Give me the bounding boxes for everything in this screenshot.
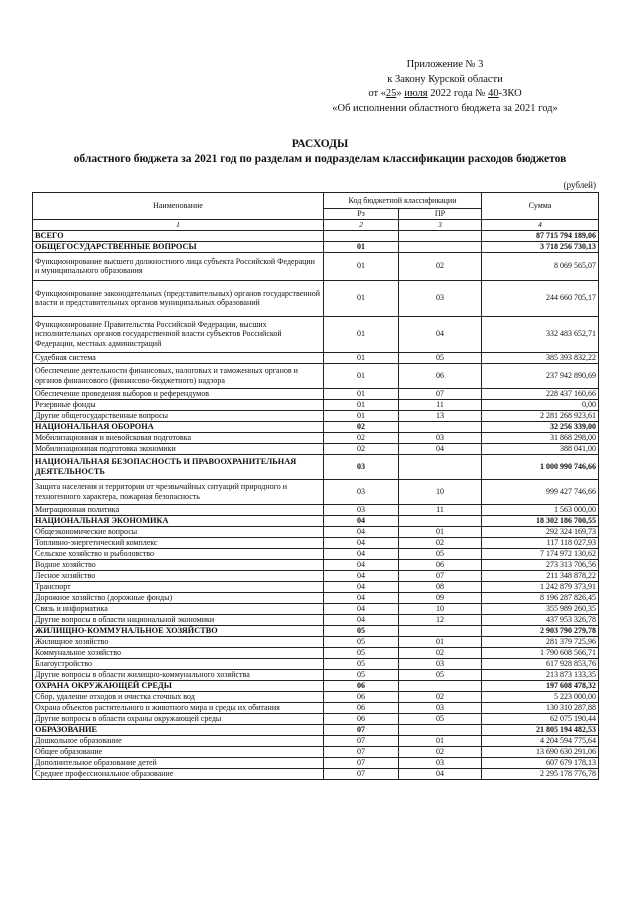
row-sum: 2 903 790 279,78 — [482, 625, 599, 636]
row-pr — [399, 230, 482, 241]
row-name: Мобилизационная подготовка экономики — [33, 443, 324, 454]
row-name: Обеспечение проведения выборов и референдумов — [33, 388, 324, 399]
row-sum: 117 118 027,93 — [482, 537, 599, 548]
row-name: Сбор, удаление отходов и очистка сточных вод — [33, 691, 324, 702]
table-row — [33, 592, 599, 603]
table-row — [33, 669, 599, 680]
row-pr: 06 — [399, 559, 482, 570]
row-rz: 06 — [324, 713, 399, 724]
appendix-line-3 — [300, 87, 590, 102]
row-pr: 01 — [399, 526, 482, 537]
table-row — [33, 241, 599, 252]
row-pr: 01 — [399, 735, 482, 746]
header-code-group: Код бюджетной классификации — [324, 193, 482, 209]
row-name: Другие вопросы в области национальной экономики — [33, 614, 324, 625]
row-rz: 03 — [324, 504, 399, 515]
table-row — [33, 432, 599, 443]
row-sum: 385 393 832,22 — [482, 352, 599, 363]
row-sum: 244 660 705,17 — [482, 280, 599, 316]
row-name: Судебная система — [33, 352, 324, 363]
row-rz: 04 — [324, 548, 399, 559]
row-pr: 09 — [399, 592, 482, 603]
row-pr: 05 — [399, 548, 482, 559]
row-rz: 05 — [324, 658, 399, 669]
row-sum: 5 223 000,00 — [482, 691, 599, 702]
row-name: Защита населения и территории от чрезвычайных ситуаций природного и техногенного характера, пожарная безопасность — [33, 479, 324, 504]
row-rz: 05 — [324, 647, 399, 658]
row-sum: 617 928 853,76 — [482, 658, 599, 669]
row-pr: 10 — [399, 479, 482, 504]
row-name: Транспорт — [33, 581, 324, 592]
appendix-line-1: Приложение № 3 — [406, 59, 484, 70]
row-rz: 04 — [324, 515, 399, 526]
table-row — [33, 625, 599, 636]
row-rz: 04 — [324, 526, 399, 537]
row-rz: 07 — [324, 724, 399, 735]
row-sum: 2 295 178 776,78 — [482, 768, 599, 779]
row-name: Водное хозяйство — [33, 559, 324, 570]
row-pr: 05 — [399, 352, 482, 363]
row-rz: 03 — [324, 454, 399, 479]
row-pr: 01 — [399, 636, 482, 647]
row-rz: 05 — [324, 636, 399, 647]
table-row — [33, 570, 599, 581]
row-name: ЖИЛИЩНО-КОММУНАЛЬНОЕ ХОЗЯЙСТВО — [33, 625, 324, 636]
row-sum: 237 942 890,69 — [482, 363, 599, 388]
table-row — [33, 399, 599, 410]
document-title — [30, 137, 610, 167]
row-sum: 292 324 169,73 — [482, 526, 599, 537]
row-pr — [399, 724, 482, 735]
table-row — [33, 252, 599, 280]
table-row — [33, 680, 599, 691]
table-row — [33, 702, 599, 713]
row-sum: 21 805 194 482,53 — [482, 724, 599, 735]
column-number: 4 — [482, 220, 599, 231]
row-sum: 1 000 990 746,66 — [482, 454, 599, 479]
appendix-line-4: «Об исполнении областного бюджета за 2021 год» — [332, 102, 558, 114]
table-row — [33, 443, 599, 454]
column-number: 3 — [399, 220, 482, 231]
row-name: Коммунальное хозяйство — [33, 647, 324, 658]
appendix-date-prefix: от « — [368, 88, 386, 99]
appendix-law-suffix: -ЗКО — [498, 88, 522, 99]
row-pr: 10 — [399, 603, 482, 614]
table-row — [33, 581, 599, 592]
row-pr: 03 — [399, 280, 482, 316]
row-pr: 13 — [399, 410, 482, 421]
row-name: Миграционная политика — [33, 504, 324, 515]
row-sum: 3 718 256 730,13 — [482, 241, 599, 252]
table-row — [33, 614, 599, 625]
row-rz — [324, 230, 399, 241]
row-rz: 01 — [324, 363, 399, 388]
row-sum: 18 302 186 700,55 — [482, 515, 599, 526]
row-pr: 04 — [399, 768, 482, 779]
table-row — [33, 479, 599, 504]
row-rz: 01 — [324, 241, 399, 252]
column-number: 2 — [324, 220, 399, 231]
row-pr: 12 — [399, 614, 482, 625]
row-pr: 06 — [399, 363, 482, 388]
row-sum: 332 483 652,71 — [482, 316, 599, 352]
expenses-table — [32, 192, 599, 780]
row-rz: 01 — [324, 388, 399, 399]
row-rz: 04 — [324, 592, 399, 603]
row-rz: 07 — [324, 757, 399, 768]
row-pr — [399, 515, 482, 526]
row-name: Топливно-энергетический комплекс — [33, 537, 324, 548]
row-sum: 281 379 725,96 — [482, 636, 599, 647]
table-row — [33, 537, 599, 548]
row-rz: 05 — [324, 625, 399, 636]
row-name: НАЦИОНАЛЬНАЯ БЕЗОПАСНОСТЬ И ПРАВООХРАНИТЕЛЬНАЯ ДЕЯТЕЛЬНОСТЬ — [33, 454, 324, 479]
table-row — [33, 504, 599, 515]
table-row — [33, 713, 599, 724]
table-row — [33, 316, 599, 352]
header-name: Наименование — [33, 193, 324, 220]
table-row — [33, 636, 599, 647]
row-rz: 07 — [324, 735, 399, 746]
row-sum: 1 242 879 373,91 — [482, 581, 599, 592]
row-name: ОБЩЕГОСУДАРСТВЕННЫЕ ВОПРОСЫ — [33, 241, 324, 252]
row-name: Обеспечение деятельности финансовых, налоговых и таможенных органов и органов финансового (финансово-бюджетного) надзора — [33, 363, 324, 388]
row-rz: 02 — [324, 432, 399, 443]
row-name: ВСЕГО — [33, 230, 324, 241]
row-rz: 04 — [324, 570, 399, 581]
table-row — [33, 454, 599, 479]
appendix-day: 25 — [385, 88, 397, 99]
row-pr: 03 — [399, 432, 482, 443]
table-row — [33, 658, 599, 669]
row-rz: 06 — [324, 691, 399, 702]
row-sum: 273 313 706,56 — [482, 559, 599, 570]
row-pr: 02 — [399, 746, 482, 757]
table-row — [33, 746, 599, 757]
row-name: НАЦИОНАЛЬНАЯ ОБОРОНА — [33, 421, 324, 432]
row-pr: 05 — [399, 713, 482, 724]
appendix-header — [300, 58, 590, 116]
row-rz: 04 — [324, 603, 399, 614]
row-rz: 06 — [324, 680, 399, 691]
row-pr: 04 — [399, 443, 482, 454]
row-pr: 03 — [399, 757, 482, 768]
row-sum: 211 348 878,22 — [482, 570, 599, 581]
appendix-line-2: к Закону Курской области — [387, 73, 503, 85]
header-rz: Рз — [324, 209, 399, 220]
table-row — [33, 724, 599, 735]
row-name: Мобилизационная и вневойсковая подготовка — [33, 432, 324, 443]
row-rz: 04 — [324, 537, 399, 548]
row-sum: 197 608 478,32 — [482, 680, 599, 691]
appendix-month: июля — [404, 88, 428, 99]
row-name: Другие вопросы в области охраны окружающей среды — [33, 713, 324, 724]
row-sum: 388 041,00 — [482, 443, 599, 454]
row-name: Функционирование высшего должностного лица субъекта Российской Федерации и муниципального образования — [33, 252, 324, 280]
units-label: (рублей) — [563, 180, 596, 190]
row-name: Резервные фонды — [33, 399, 324, 410]
row-rz: 01 — [324, 352, 399, 363]
row-name: Благоустройство — [33, 658, 324, 669]
row-pr: 05 — [399, 669, 482, 680]
row-pr: 02 — [399, 537, 482, 548]
row-name: Другие вопросы в области жилищно-коммунального хозяйства — [33, 669, 324, 680]
table-row — [33, 757, 599, 768]
row-pr: 02 — [399, 252, 482, 280]
title-subtitle: областного бюджета за 2021 год по разделам и подразделам классификации расходов бюджетов — [73, 153, 567, 165]
row-sum: 999 427 746,66 — [482, 479, 599, 504]
table-row — [33, 735, 599, 746]
row-sum: 4 204 594 775,64 — [482, 735, 599, 746]
row-sum: 0,00 — [482, 399, 599, 410]
row-rz: 07 — [324, 746, 399, 757]
row-pr — [399, 241, 482, 252]
row-name: Сельское хозяйство и рыболовство — [33, 548, 324, 559]
row-name: Другие общегосударственные вопросы — [33, 410, 324, 421]
row-rz: 03 — [324, 479, 399, 504]
row-name: Охрана объектов растительного и животного мира и среды их обитания — [33, 702, 324, 713]
row-sum: 1 790 608 566,71 — [482, 647, 599, 658]
title-main: РАСХОДЫ — [291, 138, 349, 150]
row-rz: 04 — [324, 614, 399, 625]
row-pr: 02 — [399, 647, 482, 658]
row-sum: 213 873 133,35 — [482, 669, 599, 680]
row-sum: 2 281 268 923,61 — [482, 410, 599, 421]
row-name: Общеэкономические вопросы — [33, 526, 324, 537]
table-row — [33, 363, 599, 388]
row-rz: 06 — [324, 702, 399, 713]
row-name: Жилищное хозяйство — [33, 636, 324, 647]
row-name: Лесное хозяйство — [33, 570, 324, 581]
row-name: Дополнительное образование детей — [33, 757, 324, 768]
row-sum: 130 310 287,88 — [482, 702, 599, 713]
table-row — [33, 647, 599, 658]
row-sum: 355 989 260,35 — [482, 603, 599, 614]
row-pr: 03 — [399, 658, 482, 669]
row-pr: 07 — [399, 388, 482, 399]
row-pr: 07 — [399, 570, 482, 581]
table-row — [33, 280, 599, 316]
row-rz: 01 — [324, 399, 399, 410]
row-name: Среднее профессиональное образование — [33, 768, 324, 779]
row-name: НАЦИОНАЛЬНАЯ ЭКОНОМИКА — [33, 515, 324, 526]
row-name: ОБРАЗОВАНИЕ — [33, 724, 324, 735]
header-pr: ПР — [399, 209, 482, 220]
table-row — [33, 230, 599, 241]
appendix-date-mid: » — [396, 88, 405, 99]
table-row — [33, 603, 599, 614]
row-sum: 32 256 339,00 — [482, 421, 599, 432]
row-sum: 8 069 565,07 — [482, 252, 599, 280]
row-rz: 04 — [324, 581, 399, 592]
table-row — [33, 515, 599, 526]
row-name: Связь и информатика — [33, 603, 324, 614]
row-rz: 01 — [324, 280, 399, 316]
header-sum: Сумма — [482, 193, 599, 220]
table-row — [33, 388, 599, 399]
table-row — [33, 352, 599, 363]
table-row — [33, 410, 599, 421]
row-rz: 04 — [324, 559, 399, 570]
row-sum: 228 437 160,66 — [482, 388, 599, 399]
row-sum: 13 690 630 291,06 — [482, 746, 599, 757]
row-pr — [399, 680, 482, 691]
row-sum: 437 953 326,78 — [482, 614, 599, 625]
appendix-year: 2022 года № — [427, 88, 489, 99]
row-pr: 11 — [399, 504, 482, 515]
table-row — [33, 691, 599, 702]
row-sum: 62 075 190,44 — [482, 713, 599, 724]
row-sum: 31 868 298,00 — [482, 432, 599, 443]
table-row — [33, 421, 599, 432]
column-number: 1 — [33, 220, 324, 231]
row-pr: 04 — [399, 316, 482, 352]
row-rz: 02 — [324, 443, 399, 454]
row-pr: 03 — [399, 702, 482, 713]
row-rz: 01 — [324, 410, 399, 421]
row-pr: 11 — [399, 399, 482, 410]
table-row — [33, 526, 599, 537]
row-pr — [399, 421, 482, 432]
row-rz: 02 — [324, 421, 399, 432]
row-name: Функционирование законодательных (представительных) органов государственной власти и представительных органов муниципальных образований — [33, 280, 324, 316]
row-rz: 01 — [324, 316, 399, 352]
table-row — [33, 768, 599, 779]
row-name: Дошкольное образование — [33, 735, 324, 746]
table-row — [33, 548, 599, 559]
row-sum: 607 679 178,13 — [482, 757, 599, 768]
row-sum: 7 174 972 130,62 — [482, 548, 599, 559]
row-sum: 8 196 287 826,45 — [482, 592, 599, 603]
row-rz: 05 — [324, 669, 399, 680]
row-pr: 02 — [399, 691, 482, 702]
row-name: Дорожное хозяйство (дорожные фонды) — [33, 592, 324, 603]
row-rz: 01 — [324, 252, 399, 280]
row-pr — [399, 454, 482, 479]
row-name: Общее образование — [33, 746, 324, 757]
row-rz: 07 — [324, 768, 399, 779]
row-pr — [399, 625, 482, 636]
row-sum: 87 715 794 189,06 — [482, 230, 599, 241]
row-name: Функционирование Правительства Российской Федерации, высших исполнительных органов государственной власти субъектов Российской Федерации, местных администраций — [33, 316, 324, 352]
row-name: ОХРАНА ОКРУЖАЮЩЕЙ СРЕДЫ — [33, 680, 324, 691]
appendix-law-number: 40 — [488, 88, 499, 99]
table-row — [33, 559, 599, 570]
row-sum: 1 563 000,00 — [482, 504, 599, 515]
row-pr: 08 — [399, 581, 482, 592]
